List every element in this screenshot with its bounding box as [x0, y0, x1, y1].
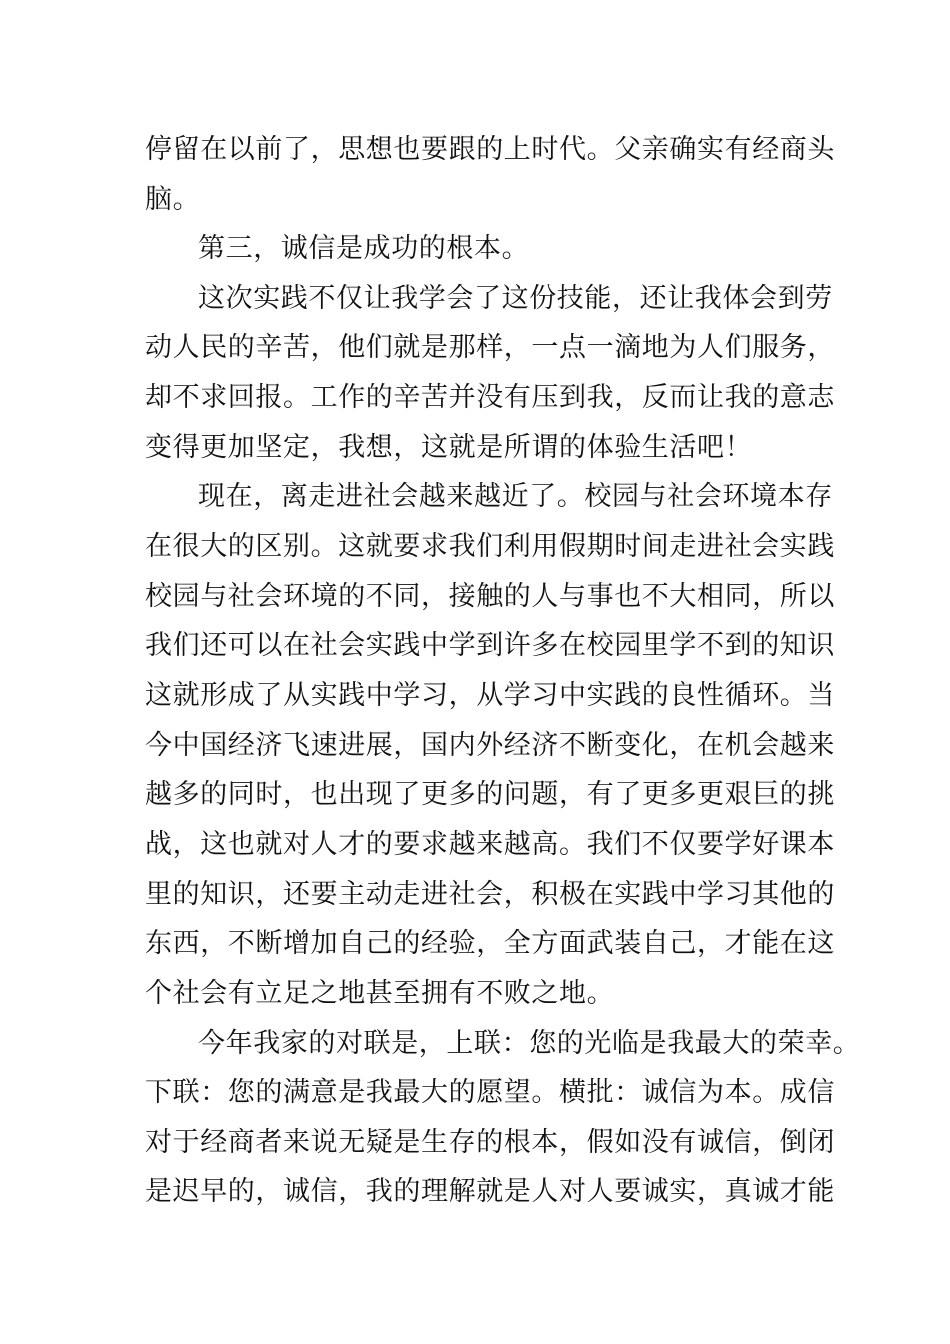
text-line: 现在，离走进社会越来越近了。校园与社会环境本存 [198, 481, 833, 512]
text-line: 对于经商者来说无疑是生存的根本，假如没有诚信，倒闭 [145, 1127, 835, 1158]
text-line: 战，这也就对人才的要求越来越高。我们不仅要学好课本 [145, 829, 835, 860]
text-line: 这就形成了从实践中学习，从学习中实践的良性循环。当 [145, 680, 835, 711]
text-line: 越多的同时，也出现了更多的问题，有了更多更艰巨的挑 [145, 779, 835, 810]
text-line: 东西，不断增加自己的经验，全方面武装自己，才能在这 [145, 928, 835, 959]
text-line: 我们还可以在社会实践中学到许多在校园里学不到的知识 [145, 630, 835, 661]
text-line: 脑。 [145, 184, 201, 215]
text-line: 里的知识，还要主动走进社会，积极在实践中学习其他的 [145, 879, 835, 910]
text-line: 是迟早的，诚信，我的理解就是人对人要诚实，真诚才能 [145, 1176, 835, 1207]
text-line: 却不求回报。工作的辛苦并没有压到我，反而让我的意志 [145, 382, 835, 413]
text-line: 这次实践不仅让我学会了这份技能，还让我体会到劳 [198, 283, 833, 314]
text-line: 今年我家的对联是，上联：您的光临是我最大的荣幸。 [198, 1028, 861, 1059]
text-line: 在很大的区别。这就要求我们利用假期时间走进社会实践 [145, 531, 835, 562]
text-line: 下联：您的满意是我最大的愿望。横批：诚信为本。成信 [145, 1077, 835, 1108]
text-line: 今中国经济飞速进展，国内外经济不断变化，在机会越来 [145, 730, 835, 761]
text-line: 停留在以前了，思想也要跟的上时代。父亲确实有经商头 [145, 134, 835, 165]
text-line: 第三，诚信是成功的根本。 [198, 233, 530, 264]
text-line: 动人民的辛苦，他们就是那样，一点一滴地为人们服务， [145, 332, 835, 363]
text-line: 变得更加坚定，我想，这就是所谓的体验生活吧！ [145, 432, 753, 463]
text-line: 个社会有立足之地甚至拥有不败之地。 [145, 978, 615, 1009]
text-line: 校园与社会环境的不同，接触的人与事也不大相同，所以 [145, 581, 835, 612]
